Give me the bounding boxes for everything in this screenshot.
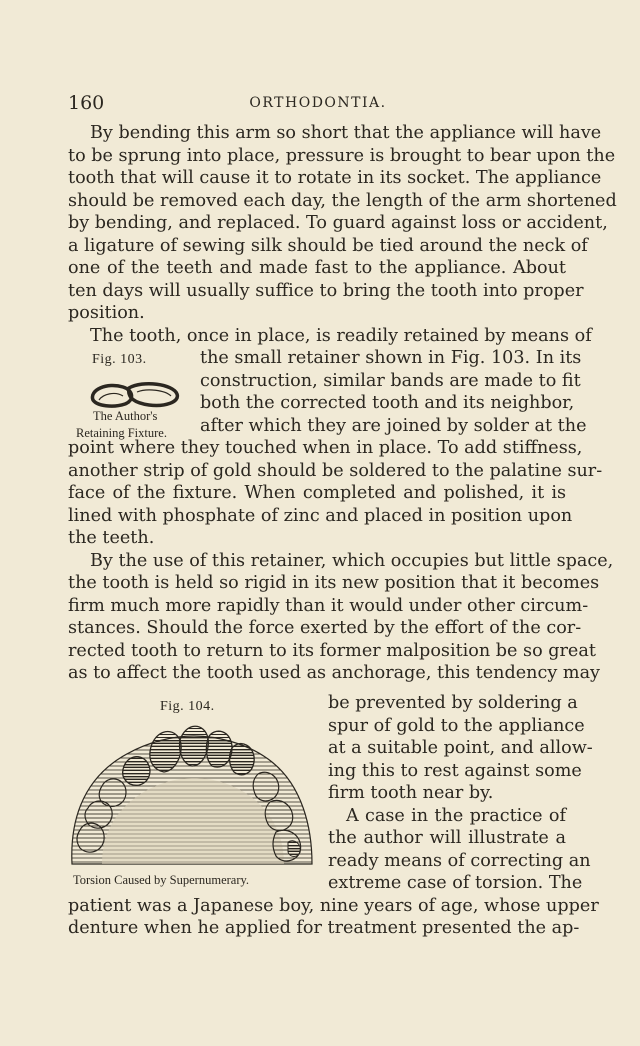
- figure-104-label: Fig. 104.: [160, 699, 215, 714]
- text-line: ready means of correcting an: [328, 850, 591, 871]
- text-line: rected tooth to return to its former malposition be so great: [68, 640, 596, 661]
- text-line: stances. Should the force exerted by the effort of the cor-: [68, 618, 582, 638]
- text-line: firm much more rapidly than it would under other circum-: [68, 595, 589, 616]
- figure-103-caption-line1: The Author's: [93, 409, 158, 423]
- text-line: lined with phosphate of zinc and placed in position upon: [68, 505, 573, 526]
- retaining-fixture-illustration: [85, 378, 185, 410]
- text-line: after which they are joined by solder at the: [200, 415, 587, 436]
- text-line: position.: [68, 303, 145, 323]
- text-line: construction, similar bands are made to fit: [200, 370, 581, 391]
- text-line: point where they touched when in place. To add stiffness,: [68, 438, 583, 458]
- text-line: firm tooth near by.: [328, 783, 494, 803]
- text-line: extreme case of torsion. The: [328, 873, 583, 893]
- text-line: as to affect the tooth used as anchorage, this tendency may: [68, 663, 600, 683]
- figure-104-caption: Torsion Caused by Supernumerary.: [73, 873, 250, 887]
- text-line: patient was a Japanese boy, nine years of age, whose upper: [68, 895, 599, 916]
- text-line: denture when he applied for treatment presented the ap-: [68, 918, 580, 938]
- text-line: by bending, and replaced. To guard against loss or accident,: [68, 213, 608, 233]
- text-line: spur of gold to the appliance: [328, 715, 585, 736]
- dental-arch-illustration: [62, 712, 320, 868]
- text-line: face of the fixture. When completed and polished, it is: [68, 483, 566, 503]
- text-line: another strip of gold should be soldered to the palatine sur-: [68, 460, 603, 481]
- text-line: be prevented by soldering a: [328, 693, 578, 713]
- text-line: ing this to rest against some: [328, 760, 582, 781]
- figure-103-label: Fig. 103.: [92, 352, 147, 367]
- text-line: ten days will usually suffice to bring the tooth into proper: [68, 280, 584, 301]
- running-title: ORTHODONTIA.: [249, 95, 387, 111]
- text-line: one of the teeth and made fast to the appliance. About: [68, 258, 566, 278]
- text-line: The tooth, once in place, is readily retained by means of: [90, 325, 592, 346]
- text-line: the small retainer shown in Fig. 103. In its: [200, 348, 582, 368]
- figure-103-caption-line2: Retaining Fixture.: [76, 426, 167, 440]
- text-line: should be removed each day, the length of the arm shortened: [68, 190, 617, 211]
- text-line: both the corrected tooth and its neighbor,: [200, 393, 575, 413]
- text-line: the teeth.: [68, 528, 155, 548]
- text-line: to be sprung into place, pressure is brought to bear upon the: [68, 145, 616, 166]
- text-line: a ligature of sewing silk should be tied around the neck of: [68, 235, 588, 256]
- text-line: at a suitable point, and allow-: [328, 738, 593, 758]
- page-number: 160: [68, 92, 105, 114]
- text-line: the author will illustrate a: [328, 828, 566, 848]
- text-line: By the use of this retainer, which occupies but little space,: [90, 550, 614, 571]
- text-line: the tooth is held so rigid in its new position that it becomes: [68, 573, 600, 593]
- text-line: A case in the practice of: [346, 805, 566, 826]
- text-line: By bending this arm so short that the appliance will have: [90, 123, 602, 143]
- page-header: [68, 92, 568, 116]
- text-line: tooth that will cause it to rotate in its socket. The appliance: [68, 168, 602, 188]
